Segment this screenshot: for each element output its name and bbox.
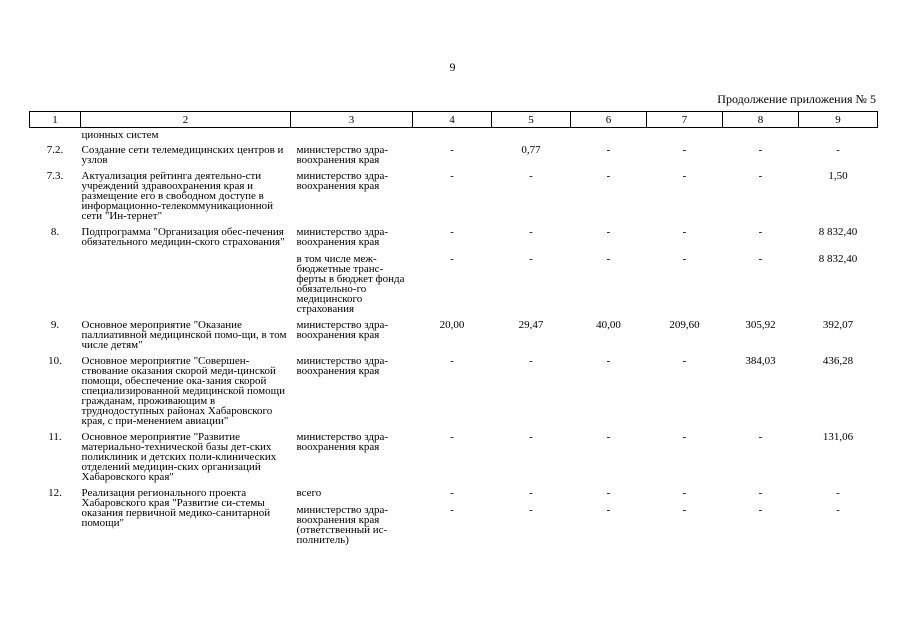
value-entry: - [529, 170, 533, 182]
column-header: 3 [291, 112, 413, 128]
value-entry: - [606, 253, 611, 265]
row-number: 9. [50, 319, 60, 331]
column-header: 4 [413, 112, 492, 128]
value-entry: - [758, 144, 763, 156]
page-number: 9 [449, 60, 456, 74]
table-row [30, 353, 878, 429]
value-entry: 209,60 [669, 319, 700, 331]
value-cell [647, 353, 723, 429]
responsible-cell [291, 224, 413, 317]
value-cell [492, 142, 571, 168]
value-cell [571, 168, 647, 224]
value-entry: - [450, 226, 454, 238]
value-cell [413, 353, 492, 429]
value-cell [723, 128, 799, 143]
value-cell [571, 142, 647, 168]
value-entry: - [682, 170, 687, 182]
responsible-entry: в том числе меж-бюджетные транс-ферты в бюджет фонда обязательно-го медицинского страхования [296, 253, 405, 315]
value-entry: 8 832,40 [818, 253, 858, 265]
value-cell [492, 353, 571, 429]
table-row [30, 224, 878, 317]
row-name: ционных систем [81, 129, 159, 141]
responsible-cell [291, 485, 413, 548]
value-cell [413, 485, 492, 548]
table-row [30, 128, 878, 143]
value-entry: - [529, 355, 533, 367]
value-entry: - [758, 431, 763, 443]
row-number [30, 128, 81, 143]
row-name: Подпрограмма "Организация обес-печения обязательного медицин-ского страхования" [81, 226, 285, 248]
responsible-cell [291, 142, 413, 168]
value-cell [413, 317, 492, 353]
value-cell [571, 317, 647, 353]
value-cell [413, 142, 492, 168]
row-number: 8. [50, 226, 60, 238]
value-entry: - [529, 431, 533, 443]
value-cell [413, 429, 492, 485]
value-cell [571, 485, 647, 548]
value-entry: - [682, 253, 687, 265]
value-entry: - [682, 487, 687, 499]
value-cell [647, 224, 723, 317]
value-cell [413, 128, 492, 143]
column-header: 1 [30, 112, 81, 128]
responsible-entry: министерство здра-воохранения края [296, 319, 389, 341]
value-entry: - [529, 504, 533, 516]
value-cell [723, 142, 799, 168]
appendix-table [29, 111, 878, 548]
table-row [30, 317, 878, 353]
responsible-entry: всего [296, 487, 322, 499]
responsible-entry: министерство здра-воохранения края [296, 431, 389, 453]
value-cell [723, 224, 799, 317]
value-entry: - [682, 355, 687, 367]
value-entry: - [682, 431, 687, 443]
responsible-entry: министерство здра-воохранения края [296, 226, 389, 248]
value-entry: 392,07 [822, 319, 854, 331]
value-cell [492, 224, 571, 317]
value-entry: - [529, 226, 533, 238]
value-entry: 1,50 [828, 170, 848, 182]
value-cell [799, 168, 878, 224]
value-cell [492, 128, 571, 143]
row-name: Создание сети телемедицинских центров и узлов [81, 144, 284, 166]
value-entry: - [758, 170, 763, 182]
value-cell [799, 128, 878, 143]
value-entry: 0,77 [521, 144, 541, 156]
value-entry: - [450, 431, 454, 443]
value-entry: - [836, 504, 840, 516]
row-name: Реализация регионального проекта Хабаровского края "Развитие си-стемы оказания первичной медико-санитарной помощи" [81, 487, 271, 529]
value-entry: 384,03 [745, 355, 776, 367]
value-entry: - [682, 226, 687, 238]
value-cell [571, 224, 647, 317]
row-number: 11. [48, 431, 62, 443]
value-entry: - [450, 504, 454, 516]
row-number: 10. [48, 355, 62, 367]
value-entry: - [529, 487, 533, 499]
responsible-cell [291, 353, 413, 429]
value-entry: - [758, 253, 763, 265]
value-cell [647, 317, 723, 353]
value-entry: - [606, 431, 611, 443]
value-entry: - [606, 170, 611, 182]
table-row [30, 429, 878, 485]
value-cell [723, 429, 799, 485]
value-cell [413, 224, 492, 317]
value-entry: - [450, 355, 454, 367]
value-entry: - [606, 226, 611, 238]
row-number: 7.3. [46, 170, 64, 182]
value-cell [799, 142, 878, 168]
value-cell [571, 429, 647, 485]
row-name: Основное мероприятие "Развитие материально-технической базы дет-ских поликлиник и детских поли-клинических отделений медицин-ских организаций Хабаровского края" [81, 431, 277, 483]
responsible-cell [291, 317, 413, 353]
value-cell [413, 168, 492, 224]
table-row [30, 142, 878, 168]
value-entry: - [836, 487, 840, 499]
value-cell [799, 429, 878, 485]
responsible-cell [291, 168, 413, 224]
value-entry: - [758, 504, 763, 516]
value-entry: - [606, 504, 611, 516]
row-number: 12. [48, 487, 62, 499]
table-row [30, 485, 878, 548]
row-name: Основное мероприятие "Оказание паллиативной медицинской помо-щи, в том числе детям" [81, 319, 287, 351]
value-cell [647, 429, 723, 485]
column-header: 8 [723, 112, 799, 128]
value-entry: - [606, 487, 611, 499]
value-cell [647, 168, 723, 224]
value-cell [723, 353, 799, 429]
row-number: 7.2. [46, 144, 64, 156]
value-cell [492, 485, 571, 548]
value-cell [647, 485, 723, 548]
value-cell [571, 128, 647, 143]
row-name: Актуализация рейтинга деятельно-сти учреждений здравоохранения края и размещение его в свободном доступе в информационно-телекоммуникационной сети "Ин-тернет" [81, 170, 274, 222]
value-entry: 131,06 [822, 431, 854, 443]
column-header: 6 [571, 112, 647, 128]
value-cell [492, 317, 571, 353]
value-cell [799, 317, 878, 353]
value-entry: 20,00 [439, 319, 465, 331]
column-header: 9 [799, 112, 878, 128]
value-entry: - [606, 355, 611, 367]
responsible-cell [291, 128, 413, 143]
value-cell [723, 168, 799, 224]
responsible-entry: министерство здра-воохранения края (ответственный ис-полнитель) [296, 504, 389, 546]
column-header: 2 [81, 112, 291, 128]
value-entry: - [450, 253, 454, 265]
value-entry: - [450, 487, 454, 499]
value-entry: 29,47 [518, 319, 544, 331]
value-cell [799, 353, 878, 429]
responsible-entry: министерство здра-воохранения края [296, 170, 389, 192]
table-row [30, 168, 878, 224]
value-entry: - [682, 504, 687, 516]
value-entry: 305,92 [745, 319, 776, 331]
value-cell [647, 142, 723, 168]
value-entry: - [450, 170, 454, 182]
value-entry: - [836, 144, 840, 156]
value-entry: - [758, 226, 763, 238]
value-cell [492, 429, 571, 485]
responsible-entry: министерство здра-воохранения края [296, 144, 389, 166]
value-entry: - [682, 144, 687, 156]
value-cell [723, 317, 799, 353]
value-cell [647, 128, 723, 143]
value-entry: - [529, 253, 533, 265]
header-row [30, 112, 878, 128]
value-entry: - [606, 144, 611, 156]
responsible-cell [291, 429, 413, 485]
value-entry: 40,00 [596, 319, 621, 331]
value-entry: 436,28 [822, 355, 854, 367]
responsible-entry: министерство здра-воохранения края [296, 355, 389, 377]
value-entry: - [758, 487, 763, 499]
row-name: Основное мероприятие "Совершен-ствование оказания скорой меди-цинской помощи, обеспечение ока-зания скорой специализированной медицинской помощи гражданам, проживающим в труднодоступных районах Хабаровского края, с при-менением авиации" [81, 355, 285, 427]
column-header: 5 [492, 112, 571, 128]
value-entry: - [450, 144, 454, 156]
value-cell [492, 168, 571, 224]
value-cell [571, 353, 647, 429]
value-cell [723, 485, 799, 548]
continuation-caption: Продолжение приложения № 5 [717, 92, 876, 106]
column-header: 7 [647, 112, 723, 128]
value-cell [799, 224, 878, 317]
value-entry: 8 832,40 [818, 226, 858, 238]
value-cell [799, 485, 878, 548]
